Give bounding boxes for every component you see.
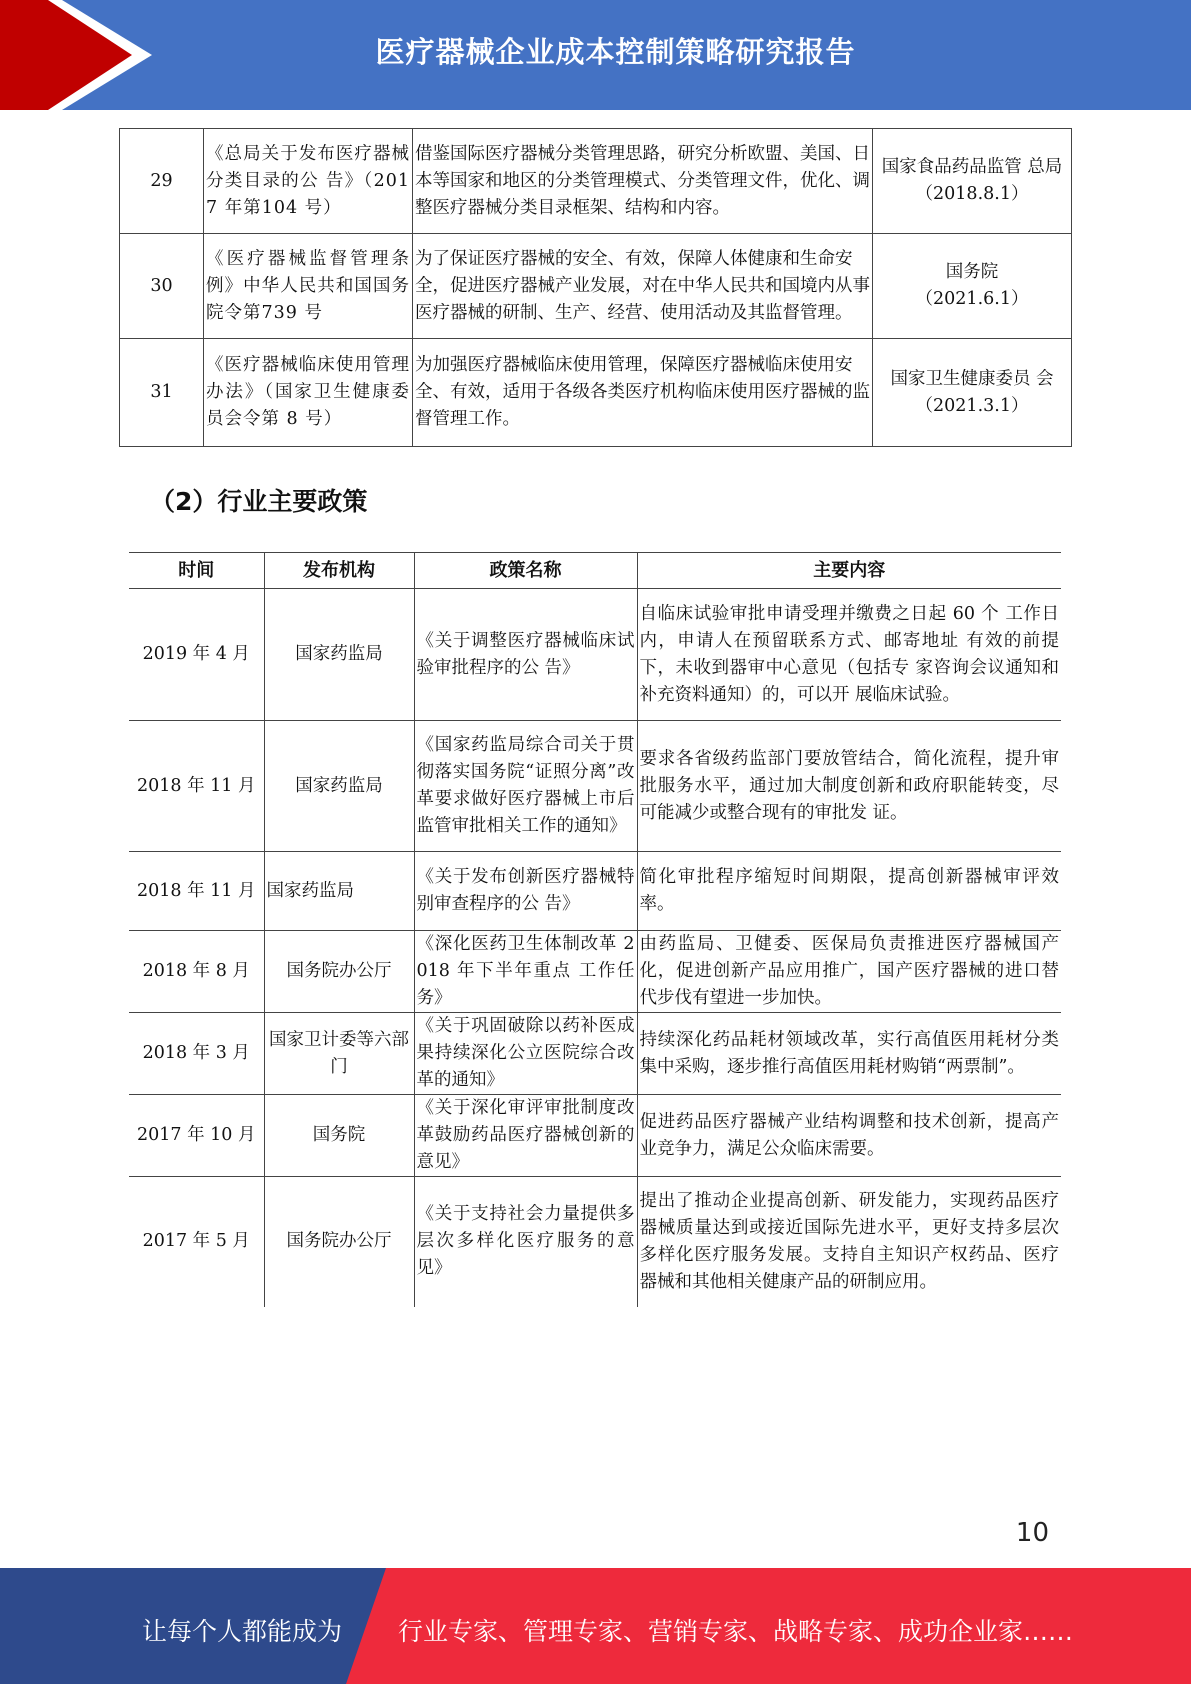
policy-content: 提出了推动企业提高创新、研发能力，实现药品医疗器械质量达到或接近国际先进水平，更好支持多层次多样化医疗服务发展。支持自主知识产权药品、医疗器械和其他相关健康产品的研制应用。 — [637, 1177, 1061, 1307]
policy-time: 2018 年 3 月 — [129, 1013, 264, 1095]
footer-slogan-right: 行业专家、管理专家、营销专家、战略专家、成功企业家…… — [398, 1617, 1074, 1646]
regulation-issuer: 国家食品药品监管 总局 — [881, 157, 1063, 177]
regulation-issuer-cell — [873, 339, 1072, 447]
policy-name: 《关于调整医疗器械临床试验审批程序的公 告》 — [414, 589, 637, 721]
regulation-content: 为了保证医疗器械的安全、有效，保障人体健康和生命安全，促进医疗器械产业发展，对在中华人民共和国境内从事医疗器械的研制、生产、经营、使用活动及其监督管理。 — [413, 234, 873, 339]
policy-time: 2018 年 11 月 — [129, 852, 264, 931]
policy-content: 促进药品医疗器械产业结构调整和技术创新，提高产业竞争力，满足公众临床需要。 — [637, 1095, 1061, 1177]
policy-content: 由药监局、卫健委、医保局负责推进医疗器械国产化，促进创新产品应用推广，国产医疗器械的进口替代步伐有望进一步加快。 — [637, 931, 1061, 1013]
regulation-date: （2018.8.1） — [915, 184, 1029, 204]
table-row — [129, 721, 1061, 852]
policy-table — [129, 552, 1061, 1307]
policy-content: 持续深化药品耗材领域改革，实行高值医用耗材分类集中采购，逐步推行高值医用耗材购销“两票制”。 — [637, 1013, 1061, 1095]
policy-name: 《国家药监局综合司关于贯彻落实国务院“证照分离”改革要求做好医疗器械上市后监管审批相关工作的通知》 — [414, 721, 637, 852]
regulation-issuer: 国务院 — [945, 262, 999, 282]
policy-name: 《关于发布创新医疗器械特别审查程序的公 告》 — [414, 852, 637, 931]
regulation-content: 为加强医疗器械临床使用管理，保障医疗器械临床使用安全、有效，适用于各级各类医疗机构临床使用医疗器械的监督管理工作。 — [413, 339, 873, 447]
regulation-issuer-cell — [873, 234, 1072, 339]
row-number: 29 — [120, 129, 204, 234]
policy-time: 2018 年 8 月 — [129, 931, 264, 1013]
policy-issuer: 国务院办公厅 — [264, 1177, 414, 1307]
policy-issuer: 国务院 — [264, 1095, 414, 1177]
policy-time: 2018 年 11 月 — [129, 721, 264, 852]
table-row — [129, 852, 1061, 931]
header-time: 时间 — [129, 553, 264, 589]
table-row — [120, 339, 1072, 447]
regulation-table — [119, 128, 1072, 447]
page-header — [0, 0, 1191, 110]
policy-content: 简化审批程序缩短时间期限，提高创新器械审评效率。 — [637, 852, 1061, 931]
policy-issuer: 国家药监局 — [264, 852, 414, 931]
header-content: 主要内容 — [637, 553, 1061, 589]
regulation-name: 《医疗器械监督管理条例》中华人民共和国国务院令第739 号 — [204, 234, 413, 339]
policy-name: 《深化医药卫生体制改革 2018 年下半年重点 工作任务》 — [414, 931, 637, 1013]
row-number: 30 — [120, 234, 204, 339]
regulation-issuer-cell — [873, 129, 1072, 234]
policy-content: 要求各省级药监部门要放管结合，简化流程，提升审批服务水平，通过加大制度创新和政府职能转变，尽可能减少或整合现有的审批发 证。 — [637, 721, 1061, 852]
header-issuer: 发布机构 — [264, 553, 414, 589]
regulation-name: 《总局关于发布医疗器械分类目录的公 告》（2017 年第104 号） — [204, 129, 413, 234]
header-policy: 政策名称 — [414, 553, 637, 589]
table-row — [129, 589, 1061, 721]
footer-slogan-left: 让每个人都能成为 — [142, 1617, 343, 1646]
policy-time: 2019 年 4 月 — [129, 589, 264, 721]
regulation-issuer: 国家卫生健康委员 会 — [890, 368, 1054, 389]
policy-name: 《关于支持社会力量提供多层次多样化医疗服务的意见》 — [414, 1177, 637, 1307]
policy-time: 2017 年 10 月 — [129, 1095, 264, 1177]
regulation-date: （2021.3.1） — [915, 395, 1029, 416]
policy-issuer: 国务院办公厅 — [264, 931, 414, 1013]
policy-name: 《关于深化审评审批制度改革鼓励药品医疗器械创新的意见》 — [414, 1095, 637, 1177]
policy-content: 自临床试验审批申请受理并缴费之日起 60 个 工作日内，申请人在预留联系方式、邮寄地址 有效的前提下，未收到器审中心意见（包括专 家咨询会议通知和补充资料通知）的，可以开 展临床试验。 — [637, 589, 1061, 721]
page-footer — [0, 1568, 1191, 1684]
regulation-name: 《医疗器械临床使用管理办法》（国家卫生健康委员会令第 8 号） — [204, 339, 413, 447]
table-row — [129, 1013, 1061, 1095]
page-number: 10 — [1015, 1518, 1049, 1548]
table-row — [129, 1177, 1061, 1307]
table-row — [129, 931, 1061, 1013]
table-row — [129, 1095, 1061, 1177]
regulation-date: （2021.6.1） — [915, 289, 1029, 309]
regulation-content: 借鉴国际医疗器械分类管理思路，研究分析欧盟、美国、日本等国家和地区的分类管理模式、分类管理文件，优化、调整医疗器械分类目录框架、结构和内容。 — [413, 129, 873, 234]
row-number: 31 — [120, 339, 204, 447]
table-row — [120, 129, 1072, 234]
policy-issuer: 国家卫计委等六部门 — [264, 1013, 414, 1095]
policy-time: 2017 年 5 月 — [142, 1231, 250, 1252]
table-row — [120, 234, 1072, 339]
policy-name: 《关于巩固破除以药补医成果持续深化公立医院综合改革的通知》 — [414, 1013, 637, 1095]
report-title: 医疗器械企业成本控制策略研究报告 — [375, 35, 856, 69]
table-header-row — [129, 553, 1061, 589]
policy-issuer: 国家药监局 — [264, 589, 414, 721]
section-heading: （2）行业主要政策 — [150, 487, 368, 516]
policy-issuer: 国家药监局 — [264, 721, 414, 852]
